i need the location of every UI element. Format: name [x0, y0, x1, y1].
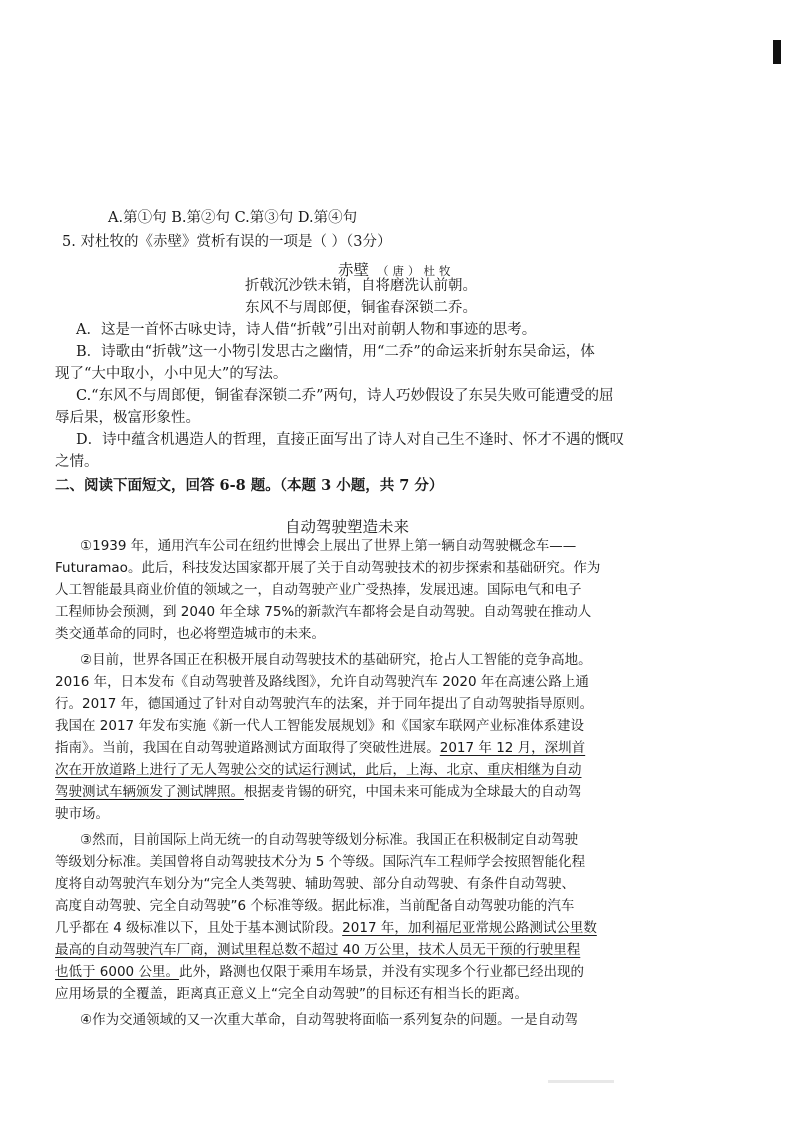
scan-artifact [548, 1080, 614, 1083]
p1-line-3: 人工智能最具商业价值的领域之一，自动驾驶产业广受热捧，发展迅速。国际电气和电子 [55, 582, 582, 598]
q5-option-c-line2: 辱后果，极富形象性。 [55, 410, 200, 426]
p2-line-2: 2016 年，日本发布《自动驾驶普及路线图》，允许自动驾驶汽车 2020 年在高速公路上通 [55, 674, 589, 690]
q5-option-a: A．这是一首怀古咏史诗，诗人借“折戟”引出对前朝人物和事迹的思考。 [76, 322, 537, 338]
p4-line-1: ④作为交通领域的又一次重大革命，自动驾驶将面临一系列复杂的问题。一是自动驾 [80, 1012, 579, 1028]
q5-option-d-line1: D．诗中蕴含机遇造人的哲理，直接正面写出了诗人对自己生不逢时、怀才不遇的慨叹 [76, 432, 625, 448]
p2-line-5-text: 指南》。当前，我国在自动驾驶道路测试方面取得了突破性进展。 [55, 740, 440, 756]
poem-author: （唐）杜牧 [377, 264, 455, 278]
p3-line-3: 度将自动驾驶汽车划分为“完全人类驾驶、辅助驾驶、部分自动驾驶、有条件自动驾驶、 [55, 876, 575, 892]
p1-line-1: ①1939 年，通用汽车公司在纽约世博会上展出了世界上第一辆自动驾驶概念车—— [80, 538, 577, 554]
poem-line-1: 折戟沉沙铁未销，自将磨洗认前朝。 [245, 278, 477, 294]
p2-line-5 [55, 738, 745, 758]
p2-line-3: 行。2017 年，德国通过了针对自动驾驶汽车的法案，并于同年提出了自动驾驶指导原则。 [55, 696, 594, 712]
p2-line-9: 驶市场。 [55, 806, 109, 822]
poem-title-text: 赤壁 [338, 261, 370, 279]
p3-line-9: 应用场景的全覆盖，距离真正意义上“完全自动驾驶”的目标还有相当长的距离。 [55, 986, 528, 1002]
p2-underline-2: 次在开放道路上进行了无人驾驶公交的试运行测试，此后，上海、北京、重庆相继为自动 [55, 762, 582, 778]
q5-option-b-line1: B．诗歌由“折戟”这一小物引发思古之幽情，用“二乔”的命运来折射东吴命运，体 [76, 344, 595, 360]
p2-line-8-text: 根据麦肯锡的研究，中国未来可能成为全球最大的自动驾 [244, 784, 582, 800]
p2-line-8 [55, 782, 745, 802]
p2-line-1: ②目前，世界各国正在积极开展自动驾驶技术的基础研究，抢占人工智能的竞争高地。 [80, 652, 592, 668]
p3-line-5 [55, 918, 745, 938]
p1-line-5: 类交通革命的同时，也必将塑造城市的未来。 [55, 626, 325, 642]
p2-underline-1: 2017 年 12 月，深圳首 [439, 740, 586, 756]
p2-line-4: 我国在 2017 年发布实施《新一代人工智能发展规划》和《国家车联网产业标准体系建设 [55, 718, 584, 734]
p3-underline-2: 最高的自动驾驶汽车厂商，测试里程总数不超过 40 万公里，技术人员无干预的行驶里程 [55, 942, 581, 958]
p3-line-8-text: 此外，路测也仅限于乘用车场景，并没有实现多个行业都已经出现的 [178, 964, 584, 980]
p3-underline-3: 也低于 6000 公里。 [55, 964, 179, 980]
q5-option-b-line2: 现了“大中取小，小中见大”的写法。 [55, 366, 288, 382]
p2-underline-3: 驾驶测试车辆颁发了测试牌照。 [55, 784, 244, 800]
p3-line-4: 高度自动驾驶、完全自动驾驶”6 个标准等级。据此标准，当前配备自动驾驶功能的汽车 [55, 898, 575, 914]
section-2-heading: 二、阅读下面短文，回答 6-8 题。（本题 3 小题，共 7 分） [55, 477, 444, 494]
p3-line-1: ③然而，目前国际上尚无统一的自动驾驶等级划分标准。我国正在积极制定自动驾驶 [80, 832, 579, 848]
p3-line-8 [55, 962, 745, 982]
poem-line-2: 东风不与周郎便，铜雀春深锁二乔。 [245, 300, 477, 316]
p1-line-2: Futuramao。此后，科技发达国家都开展了关于自动驾驶技术的初步探索和基础研究。作为 [55, 560, 601, 576]
article-title: 自动驾驶塑造未来 [285, 518, 410, 536]
p3-line-2: 等级划分标准。美国曾将自动驾驶技术分为 5 个等级。国际汽车工程师学会按照智能化程 [55, 854, 586, 870]
q5-option-d-line2: 之情。 [55, 454, 99, 470]
p3-underline-1: 2017 年，加利福尼亚常规公路测试公里数 [342, 920, 597, 936]
scan-corner-mark [773, 40, 781, 64]
q5-stem: 5. 对杜牧的《赤壁》赏析有误的一项是（ ）（3分） [62, 234, 392, 250]
q5-option-c-line1: C.“东风不与周郎便，铜雀春深锁二乔”两句，诗人巧妙假设了东吴失败可能遭受的屈 [76, 388, 614, 404]
q4-options: A.第①句 B.第②句 C.第③句 D.第④句 [108, 210, 358, 226]
p3-line-5-text: 几乎都在 4 级标准以下，且处于基本测试阶段。 [55, 920, 343, 936]
p1-line-4: 工程师协会预测，到 2040 年全球 75%的新款汽车都将会是自动驾驶。自动驾驶在推动人 [55, 604, 592, 620]
